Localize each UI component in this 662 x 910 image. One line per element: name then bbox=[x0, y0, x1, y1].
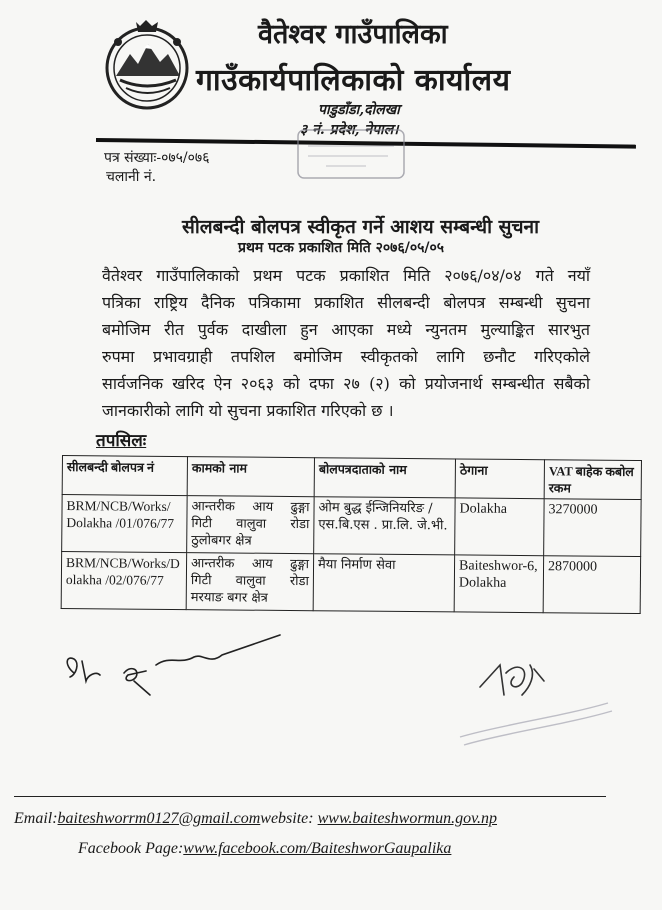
notice-title: सीलबन्दी बोलपत्र स्वीकृत गर्ने आशय सम्बन्धी सुचना bbox=[182, 216, 540, 238]
body-line: जानकारीको लागि यो सुचना प्रकाशित गरिएको छ । bbox=[102, 401, 394, 420]
footer-divider bbox=[14, 796, 606, 797]
table-row bbox=[61, 552, 640, 614]
facebook-line bbox=[78, 840, 451, 858]
office-stamp bbox=[296, 128, 406, 180]
cell-work-name bbox=[187, 496, 314, 554]
body-line: बमोजिम रीत पुर्वक दाखीला हुन आएका मध्ये न्युनतम मुल्याङ्कित सारभुत bbox=[102, 320, 590, 339]
work-line: गिटी वालुवा रोडा bbox=[191, 516, 310, 533]
website-label: website: bbox=[260, 810, 314, 827]
contact-line bbox=[14, 810, 497, 828]
address-line-1: पाडुडाँडा,दोलखा bbox=[318, 102, 400, 118]
details-heading: तपसिलः bbox=[96, 431, 147, 451]
facebook-link[interactable]: www.facebook.com/BaiteshworGaupalika bbox=[183, 840, 452, 857]
org-name: वैतेश्वर गाउँपालिका bbox=[258, 19, 448, 50]
cell-address: Dolakha bbox=[455, 498, 544, 556]
cell-address: Baiteshwor-6, Dolakha bbox=[454, 555, 543, 613]
body-line: रुपमा प्रभावग्राही तपशिल बमोजिम स्वीकृतको लागि छनौट गरिएकोले bbox=[102, 347, 590, 366]
publish-date-line: प्रथम पटक प्रकाशित मिति २०७६/०५/०५ bbox=[238, 240, 445, 256]
signatures bbox=[60, 625, 620, 765]
table-header-row bbox=[62, 456, 641, 500]
work-line: मरयाङ बगर क्षेत्र bbox=[190, 590, 268, 606]
work-line: आन्तरीक आय ढुङ्गा bbox=[191, 499, 310, 516]
cell-bidder: मैया निर्माण सेवा bbox=[313, 554, 454, 612]
office-name: गाउँकार्यपालिकाको कार्यालय bbox=[196, 63, 511, 98]
cell-bid-no: BRM/NCB/Works/ Dolakha /01/076/77 bbox=[62, 495, 187, 553]
cell-bid-no: BRM/NCB/Works/D olakha /02/076/77 bbox=[61, 552, 186, 610]
col-work-name: कामको नाम bbox=[187, 457, 314, 497]
reference-number: पत्र संख्याः-०७५/०७६ bbox=[104, 150, 210, 166]
address-line-2: ३ नं. प्रदेश, नेपाल। bbox=[300, 122, 399, 138]
dispatch-number: चलानी नं. bbox=[106, 169, 157, 185]
signature-left bbox=[67, 635, 280, 695]
email-link[interactable]: baiteshworrm0127@gmail.com bbox=[57, 810, 261, 827]
website-link[interactable]: www.baiteshwormun.gov.np bbox=[317, 810, 498, 827]
body-line: पत्रिका राष्ट्रिय दैनिक पत्रिकामा प्रकाशित सीलबन्दी बोलपत्र सम्बन्धी सुचना bbox=[102, 293, 590, 312]
signature-right bbox=[480, 665, 544, 695]
work-line: गिटी वालुवा रोडा bbox=[190, 573, 309, 590]
work-line: ठुलोबगर क्षेत्र bbox=[191, 533, 252, 549]
cell-work-name bbox=[186, 553, 313, 611]
emblem-logo bbox=[100, 18, 194, 112]
cell-amount: 3270000 bbox=[544, 499, 641, 557]
body-line: सार्वजनिक खरिद ऐन २०६३ को दफा २७ (२) को प्रयोजनार्थ सम्बन्धीत सबैको bbox=[102, 374, 590, 393]
col-amount: VAT बाहेक कबोल रकम bbox=[544, 460, 641, 500]
bid-table bbox=[61, 455, 642, 614]
col-address: ठेगाना bbox=[455, 459, 544, 499]
email-label: Email: bbox=[14, 810, 58, 827]
faded-seal bbox=[460, 703, 612, 745]
cell-bidder: ओम बुद्ध ईन्जिनियरिङ /एस.बि.एस . प्रा.लि. जे.भी. bbox=[314, 497, 455, 555]
body-line: वैतेश्वर गाउँपालिकाको प्रथम पटक प्रकाशित मिति २०७६/०४/०४ गते नयाँ bbox=[102, 266, 590, 285]
col-bidder: बोलपत्रदाताको नाम bbox=[314, 458, 455, 498]
notice-body bbox=[102, 262, 590, 424]
work-line: आन्तरीक आय ढुङ्गा bbox=[190, 556, 310, 573]
cell-amount: 2870000 bbox=[543, 556, 640, 614]
col-bid-no: सीलबन्दी बोलपत्र नं bbox=[62, 456, 187, 496]
facebook-label: Facebook Page: bbox=[78, 840, 184, 857]
table-row bbox=[62, 495, 641, 557]
